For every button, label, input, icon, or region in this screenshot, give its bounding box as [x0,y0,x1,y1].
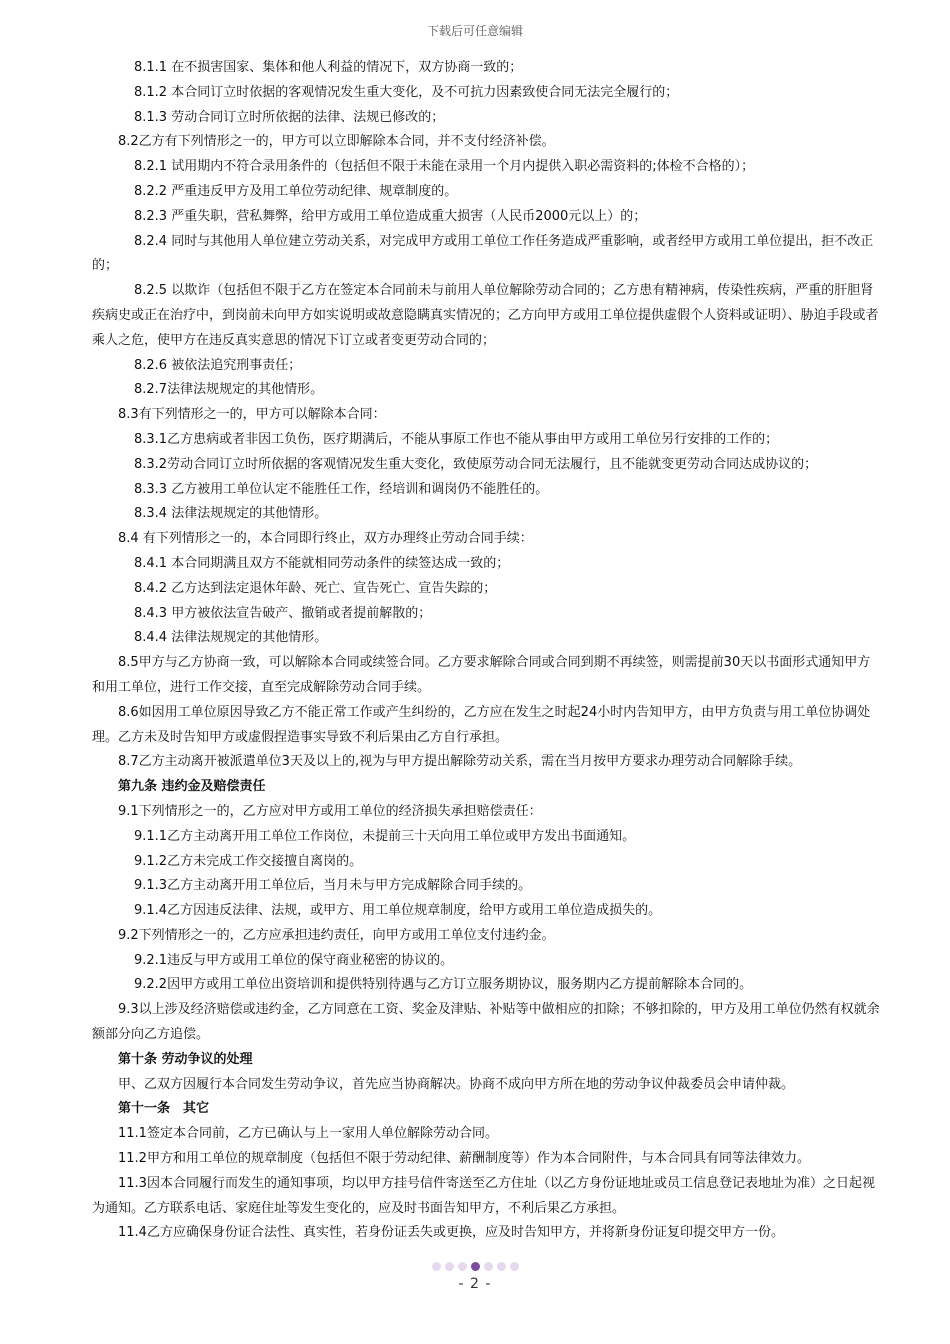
clause-paragraph: 8.2.3 严重失职，营私舞弊，给甲方或用工单位造成重大损害（人民币2000元以上）的； [134,208,647,224]
clause-paragraph: 8.2.1 试用期内不符合录用条件的（包括但不限于未能在录用一个月内提供入职必需资料的;体检不合格的）； [134,159,755,175]
clause-paragraph: 8.3.2劳动合同订立时所依据的客观情况发生重大变化，致使原劳动合同无法履行，且不能就变更劳动合同达成协议的； [134,456,818,472]
page-dot[interactable] [484,1262,493,1271]
clause-paragraph: 8.2.6 被依法追究刑事责任； [134,357,302,373]
page-dot[interactable] [432,1262,441,1271]
clause-paragraph: 8.2.4 同时与其他用人单位建立劳动关系，对完成甲方或用工单位工作任务造成严重影响，或者经甲方或用工单位提出，拒不改正的； [92,233,874,274]
clause-paragraph: 8.2.2 严重违反甲方及用工单位劳动纪律、规章制度的。 [134,183,458,199]
page-dot[interactable] [458,1262,467,1271]
clause-paragraph: 8.1.2 本合同订立时依据的客观情况发生重大变化，及不可抗力因素致使合同无法完全履行的； [134,84,679,100]
page-number: - 2 - [458,1276,492,1292]
clause-paragraph: 9.2下列情形之一的，乙方应承担违约责任，向甲方或用工单位支付违约金。 [118,927,555,943]
clause-paragraph: 8.4.2 乙方达到法定退休年龄、死亡、宣告死亡、宣告失踪的； [134,580,497,596]
page-indicator [0,1262,950,1271]
clause-paragraph: 8.3.4 法律法规规定的其他情形。 [134,506,328,522]
clause-paragraph: 8.4 有下列情形之一的，本合同即行终止，双方办理终止劳动合同手续： [118,531,533,547]
clause-paragraph: 9.1下列情形之一的，乙方应对甲方或用工单位的经济损失承担赔偿责任： [118,803,542,819]
clause-paragraph: 8.4.4 法律法规规定的其他情形。 [134,630,328,646]
clause-paragraph: 8.6如因用工单位原因导致乙方不能正常工作或产生纠纷的，乙方应在发生之时起24小时内告知甲方，由甲方负责与用工单位协调处理。乙方未及时告知甲方或虚假捏造事实导致不利后果由乙方自行承担。 [92,704,871,745]
clause-paragraph: 甲、乙双方因履行本合同发生劳动争议，首先应当协商解决。协商不成向甲方所在地的劳动争议仲裁委员会申请仲裁。 [118,1076,795,1092]
page-dot[interactable] [510,1262,519,1271]
clause-paragraph: 8.2.5 以欺诈（包括但不限于乙方在签定本合同前未与前用人单位解除劳动合同的；乙方患有精神病，传染性疾病，严重的肝胆肾疾病史或正在治疗中，到岗前未向甲方如实说明或故意隐瞒真实情况的；乙方向甲方或用工单位提供虚假个人资料或证明）、胁迫手段或者乘人之危，使甲方在违反真实意思的情况下订立或者变更劳动合同的； [92,283,879,348]
document-body [92,56,882,1246]
clause-paragraph: 8.4.1 本合同期满且双方不能就相同劳动条件的续签达成一致的； [134,555,510,571]
page-dot[interactable] [471,1262,480,1271]
clause-paragraph: 8.1.3 劳动合同订立时所依据的法律、法规已修改的； [134,109,445,125]
clause-paragraph: 9.1.3乙方主动离开用工单位后，当月未与甲方完成解除合同手续的。 [134,878,532,894]
page-dot[interactable] [497,1262,506,1271]
page-header: 下载后可任意编辑 [426,24,523,38]
clause-paragraph: 8.3有下列情形之一的，甲方可以解除本合同： [118,407,386,423]
clause-paragraph: 8.4.3 甲方被依法宣告破产、撤销或者提前解散的； [134,605,432,621]
section-heading: 第九条 违约金及赔偿责任 [118,779,266,795]
clause-paragraph: 9.1.2乙方未完成工作交接擅自离岗的。 [134,853,363,869]
section-heading: 第十条 劳动争议的处理 [118,1051,253,1067]
clause-paragraph: 8.2.7法律法规规定的其他情形。 [134,382,324,398]
clause-paragraph: 9.2.1违反与甲方或用工单位的保守商业秘密的协议的。 [134,952,454,968]
clause-paragraph: 9.1.4乙方因违反法律、法规，或甲方、用工单位规章制度，给甲方或用工单位造成损失的。 [134,903,662,919]
page-dot[interactable] [445,1262,454,1271]
section-heading: 第十一条 其它 [118,1101,210,1117]
clause-paragraph: 8.2乙方有下列情形之一的，甲方可以立即解除本合同，并不支付经济补偿。 [118,134,555,150]
clause-paragraph: 11.2甲方和用工单位的规章制度（包括但不限于劳动纪律、薪酬制度等）作为本合同附件，与本合同具有同等法律效力。 [118,1151,810,1167]
clause-paragraph: 11.3因本合同履行而发生的通知事项，均以甲方挂号信件寄送至乙方住址（以乙方身份证地址或员工信息登记表地址为准）之日起视为通知。乙方联系电话、家庭住址等发生变化的，应及时书面告知甲方，不利后果乙方承担。 [92,1175,875,1216]
clause-paragraph: 9.2.2因甲方或用工单位出资培训和提供特别待遇与乙方订立服务期协议，服务期内乙方提前解除本合同的。 [134,977,753,993]
clause-paragraph: 9.3以上涉及经济赔偿或违约金，乙方同意在工资、奖金及津贴、补贴等中做相应的扣除；不够扣除的，甲方及用工单位仍然有权就余额部分向乙方追偿。 [92,1002,880,1043]
clause-paragraph: 9.1.1乙方主动离开用工单位工作岗位，未提前三十天向用工单位或甲方发出书面通知。 [134,828,636,844]
clause-paragraph: 8.7乙方主动离开被派遣单位3天及以上的,视为与甲方提出解除劳动关系，需在当月按甲方要求办理劳动合同解除手续。 [118,754,802,770]
clause-paragraph: 11.4乙方应确保身份证合法性、真实性，若身份证丢失或更换，应及时告知甲方，并将新身份证复印提交甲方一份。 [118,1225,784,1241]
clause-paragraph: 8.3.3 乙方被用工单位认定不能胜任工作，经培训和调岗仍不能胜任的。 [134,481,549,497]
clause-paragraph: 8.5甲方与乙方协商一致，可以解除本合同或续签合同。乙方要求解除合同或合同到期不再续签，则需提前30天以书面形式通知甲方和用工单位，进行工作交接，直至完成解除劳动合同手续。 [92,655,871,695]
clause-paragraph: 11.1签定本合同前，乙方已确认与上一家用人单位解除劳动合同。 [118,1126,498,1142]
clause-paragraph: 8.3.1乙方患病或者非因工负伤，医疗期满后，不能从事原工作也不能从事由甲方或用工单位另行安排的工作的； [134,431,779,447]
clause-paragraph: 8.1.1 在不损害国家、集体和他人利益的情况下，双方协商一致的； [134,60,523,75]
